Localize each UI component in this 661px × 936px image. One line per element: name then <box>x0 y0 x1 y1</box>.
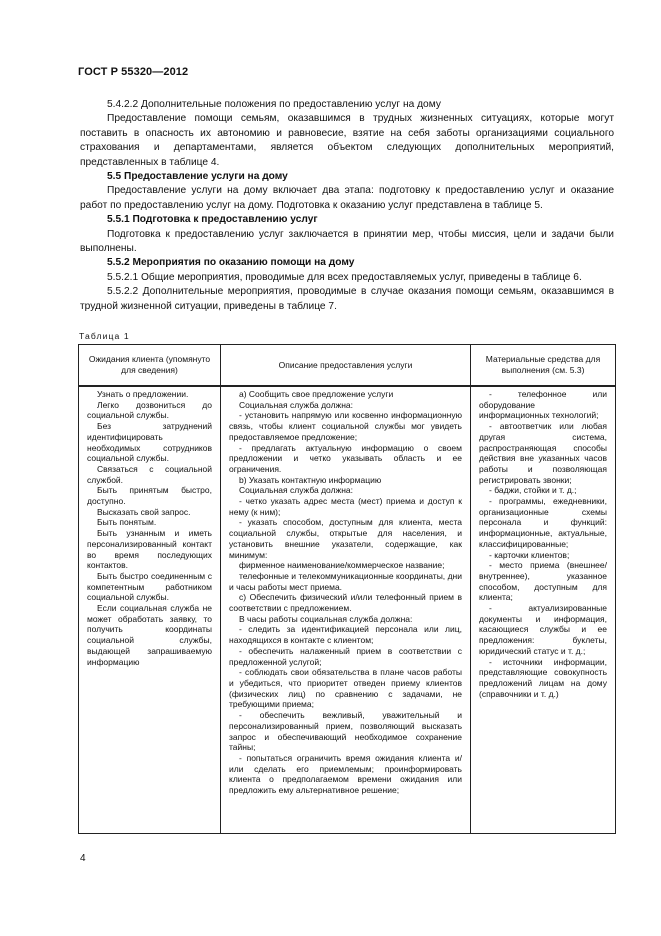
body-paragraph: 5.4.2.2 Дополнительные положения по предоставлению услуг на дому <box>107 99 441 110</box>
table-line: - карточки клиентов; <box>489 549 570 560</box>
table-line: Быть быстро соединенным с компетентным работником социальной службы. <box>87 570 212 603</box>
table-line: - обеспечить налаженный прием в соответствии с предложенной услугой; <box>229 645 462 667</box>
table-header-client-expectations: Ожидания клиента (упомянуто для сведения) <box>79 345 221 386</box>
table-line: - четко указать адрес места (мест) приема и доступ к нему (к ним); <box>229 496 462 517</box>
table-line: Высказать свой запрос. <box>97 506 191 517</box>
table-line: - установить напрямую или косвенно информационную связь, чтобы клиент социальной службы мог увидеть предоставляемое предложение; <box>229 410 462 442</box>
body-text <box>80 98 614 314</box>
table-line: Быть узнанным и иметь персонализированный контакт во время последующих контактов. <box>87 528 212 571</box>
body-paragraph: 5.5.2.1 Общие мероприятия, проводимые для всех предоставляемых услуг, приведены в таблице 6. <box>107 271 582 283</box>
table-line: телефонные и телекоммуникационные координаты, дни и часы работы мест приема. <box>229 570 462 592</box>
body-paragraph: 5.5.2.2 Дополнительные мероприятия, проводимые в случае оказания помощи семьям, оказавшимся в трудной жизненной ситуации, приведены в таблице 7. <box>80 286 614 312</box>
table-line: Связаться с социальной службой. <box>87 463 212 485</box>
table-line: Социальная служба должна: <box>239 485 354 496</box>
table-header-service-description: Описание предоставления услуги <box>221 345 471 386</box>
table-line: b) Указать контактную информацию <box>239 474 382 485</box>
table-line: Быть понятым. <box>97 517 157 528</box>
table-line: - автоответчик или любая другая система, распространяющая способы действия вне указанных часов работы и позволяющая регистрировать звонки; <box>479 421 607 485</box>
body-paragraph: Предоставление услуги на дому включает два этапа: подготовку к предоставлению услуг и оказание работ по предоставлению услуг на дому. Подготовка к оказанию услуг представлена в таблице 5. <box>80 185 614 211</box>
table-line: - обеспечить вежливый, уважительный и персонализированный прием, позволяющий высказать запрос и обеспечивающий необходимое сохранение тайны; <box>229 710 462 753</box>
requirements-table <box>78 344 616 834</box>
table-line: - телефонное или оборудование информационных технологий; <box>479 389 607 421</box>
table-line: a) Сообщить свое предложение услуги <box>239 389 394 399</box>
table-line: - попытаться ограничить время ожидания клиента и/или сделать его приемлемым; проинформировать клиента о предполагаемом времени ожидания или предложить ему альтернативное решение; <box>229 752 462 796</box>
document-header: ГОСТ Р 55320—2012 <box>78 66 189 78</box>
table-line: Быть принятым быстро, доступно. <box>87 485 212 507</box>
table-line: фирменное наименование/коммерческое название; <box>239 560 445 571</box>
table-line: c) Обеспечить физический и/или телефонный прием в соответствии с предложением. <box>229 592 462 614</box>
body-paragraph: Подготовка к предоставлению услуг заключается в принятии мер, чтобы миссия, цели и задачи были выполнены. <box>80 228 614 255</box>
table-caption: Таблица 1 <box>79 331 130 341</box>
table-cell-material-means <box>471 387 616 834</box>
page-number: 4 <box>80 853 86 864</box>
table-line: - место приема (внешнее/внутреннее), указанное способом, доступным для клиента; <box>479 560 607 603</box>
table-line: - программы, ежедневники, организационные схемы персонала и функций: информационные, актуальные, классифицированные; <box>479 496 607 549</box>
table-line: - предлагать актуальную информацию о своем предложении и четко указывать область и ее ограничения. <box>229 442 462 474</box>
body-paragraph: Предоставление помощи семьям, оказавшимся в трудных жизненных ситуациях, которые могут поставить в опасность их автономию и равновесие, взятие на себя заботы организациями социального страхования и департаментами, является объектом следующих дополнительных мероприятий, представленных в таблице 4. <box>80 113 614 168</box>
table-line: Легко дозвониться до социальной службы. <box>87 399 212 421</box>
table-line: Если социальная служба не может обработать заявку, то получить координаты социальной службы, выдающей запрашиваемую информацию <box>87 603 212 667</box>
table-line: Без затруднений идентифицировать необходимых сотрудников социальной службы. <box>87 421 212 464</box>
section-heading: 5.5.2 Мероприятия по оказанию помощи на дому <box>107 257 355 269</box>
table-line: - следить за идентификацией персонала или лиц, находящихся в контакте с клиентом; <box>229 624 462 646</box>
table-header-material-means: Материальные средства для выполнения (см. 5.3) <box>471 345 616 386</box>
table-line: - источники информации, представляющие совокупность предложений лицам на дому (справочники и т. д.) <box>479 656 607 699</box>
section-heading: 5.5.1 Подготовка к предоставлению услуг <box>107 214 318 226</box>
table-line: - баджи, стойки и т. д.; <box>489 485 577 496</box>
table-cell-client-expectations <box>79 387 221 834</box>
table-cell-service-description <box>221 387 471 834</box>
table-line: В часы работы социальная служба должна: <box>239 613 413 624</box>
table-line: - актуализированные документы и информация, касающиеся службы и ее предложения: буклеты, юридический статус и т. д.; <box>479 603 607 656</box>
table-line: - соблюдать свои обязательства в плане часов работы и убедиться, что приоритет отведен приему клиентов (физических лиц) по сравнению с задачами, не требующими приема; <box>229 667 462 710</box>
section-heading: 5.5 Предоставление услуги на дому <box>107 171 288 183</box>
table-line: Социальная служба должна: <box>239 399 354 410</box>
table-line: - указать способом, доступным для клиента, места социальной службы, открытые для населения, и установить внешние указатели, содержащие, как минимум: <box>229 517 462 560</box>
table-line: Узнать о предложении. <box>97 389 189 399</box>
